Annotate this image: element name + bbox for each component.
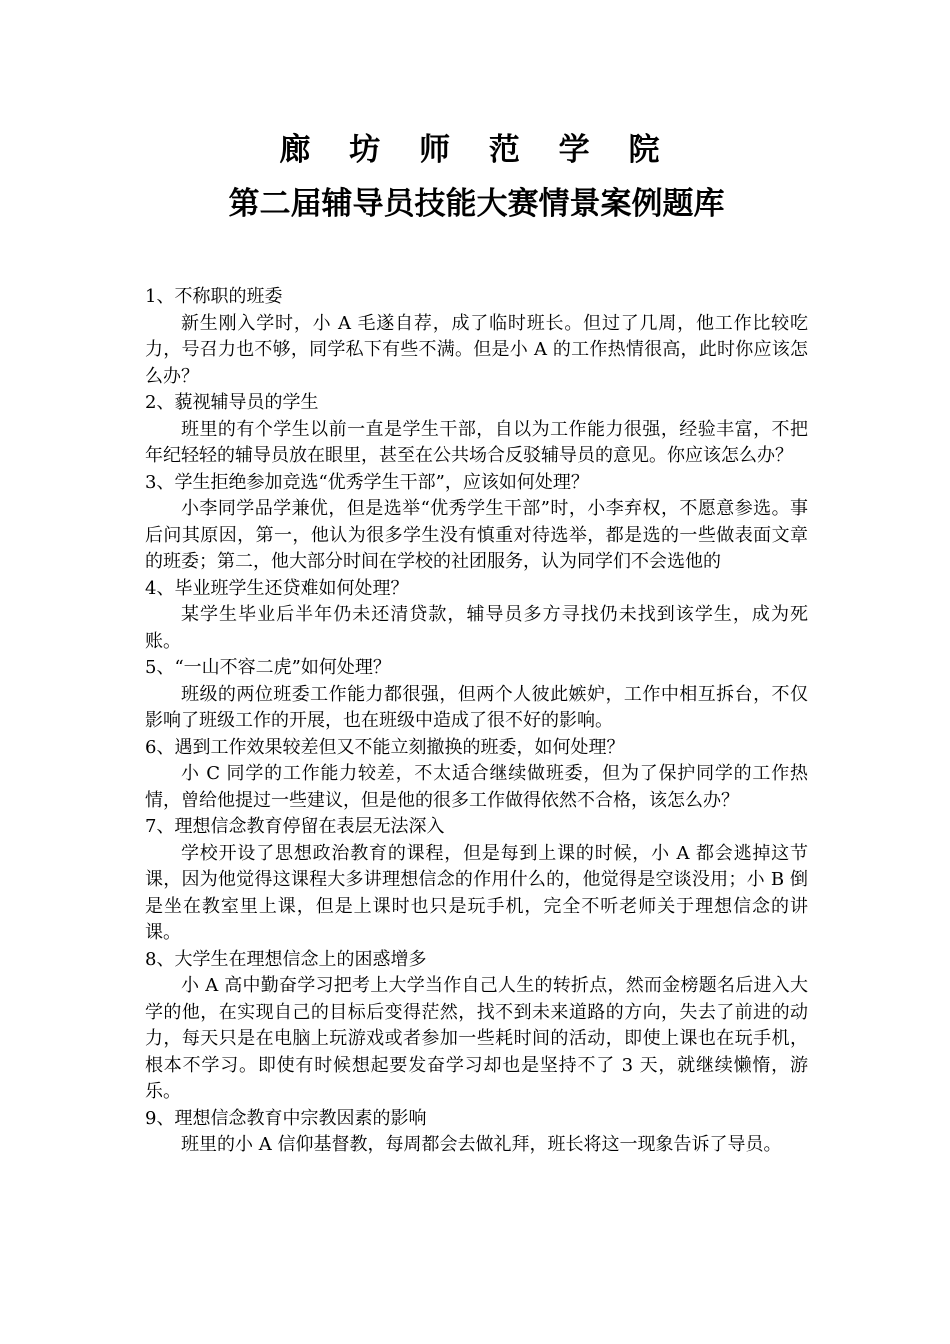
document-title: 第二届辅导员技能大赛情景案例题库 <box>228 186 725 222</box>
case-title: 3、学生拒绝参加竞选“优秀学生干部”，应该如何处理？ <box>145 471 589 493</box>
case-title: 8、大学生在理想信念上的困惑增多 <box>145 948 427 970</box>
case-list <box>145 284 808 1159</box>
case-body: 小 A 高中勤奋学习把考上大学当作自己人生的转折点，然而金榜题名后进入大学的他，在实现自己的目标后变得茫然，找不到未来道路的方向，失去了前进的动力，每天只是在电脑上玩游戏或者参加一些耗时间的活动，即使上课也在玩手机，根本不学习。即使有时候想起要发奋学习却也是坚持不了 3 天，就继续懒惰，游乐。 <box>145 975 808 1102</box>
case-body: 班里的有个学生以前一直是学生干部，自以为工作能力很强，经验丰富，不把年纪轻轻的辅导员放在眼里，甚至在公共场合反驳辅导员的意见。你应该怎么办？ <box>145 418 808 466</box>
case-title: 4、毕业班学生还贷难如何处理？ <box>145 577 409 599</box>
institution-title: 廊 坊 师 范 学 院 <box>279 132 674 168</box>
case-body: 小李同学品学兼优，但是选举“优秀学生干部”时，小李弃权，不愿意参选。事后问其原因，第一，他认为很多学生没有慎重对待选举，都是选的一些做表面文章的班委；第二，他大部分时间在学校的社团服务，认为同学们不会选他的 <box>145 498 808 572</box>
case-item <box>145 470 808 576</box>
case-title: 2、藐视辅导员的学生 <box>145 392 319 413</box>
case-title: 7、理想信念教育停留在表层无法深入 <box>145 816 445 837</box>
case-title: 5、“一山不容二虎”如何处理？ <box>145 657 391 678</box>
case-item <box>145 735 808 815</box>
case-item <box>145 947 808 1106</box>
case-body: 小 C 同学的工作能力较差，不太适合继续做班委，但为了保护同学的工作热情，曾给他提过一些建议，但是他的很多工作做得依然不合格，该怎么办？ <box>145 763 808 811</box>
case-body: 某学生毕业后半年仍未还清贷款，辅导员多方寻找仍未找到该学生，成为死账。 <box>145 604 808 652</box>
case-item <box>145 284 808 390</box>
case-item <box>145 390 808 470</box>
case-item <box>145 814 808 947</box>
case-title: 9、理想信念教育中宗教因素的影响 <box>145 1107 427 1129</box>
case-title: 1、不称职的班委 <box>145 286 283 307</box>
case-item <box>145 1106 808 1159</box>
case-body: 班级的两位班委工作能力都很强，但两个人彼此嫉妒，工作中相互拆台，不仅影响了班级工作的开展，也在班级中造成了很不好的影响。 <box>145 683 808 731</box>
case-item <box>145 576 808 656</box>
case-item <box>145 655 808 735</box>
case-body: 新生刚入学时，小 A 毛遂自荐，成了临时班长。但过了几周，他工作比较吃力，号召力也不够，同学私下有些不满。但是小 A 的工作热情很高，此时你应该怎么办？ <box>145 312 808 387</box>
case-title: 6、遇到工作效果较差但又不能立刻撤换的班委，如何处理？ <box>145 736 625 758</box>
case-body: 班里的小 A 信仰基督教，每周都会去做礼拜，班长将这一现象告诉了导员。 <box>181 1134 782 1155</box>
case-body: 学校开设了思想政治教育的课程，但是每到上课的时候，小 A 都会逃掉这节课，因为他觉得这课程大多讲理想信念的作用什么的，他觉得是空谈没用；小 B 倒是坐在教室里上课，但是上课时也只是玩手机，完全不听老师关于理想信念的讲课。 <box>145 842 808 943</box>
